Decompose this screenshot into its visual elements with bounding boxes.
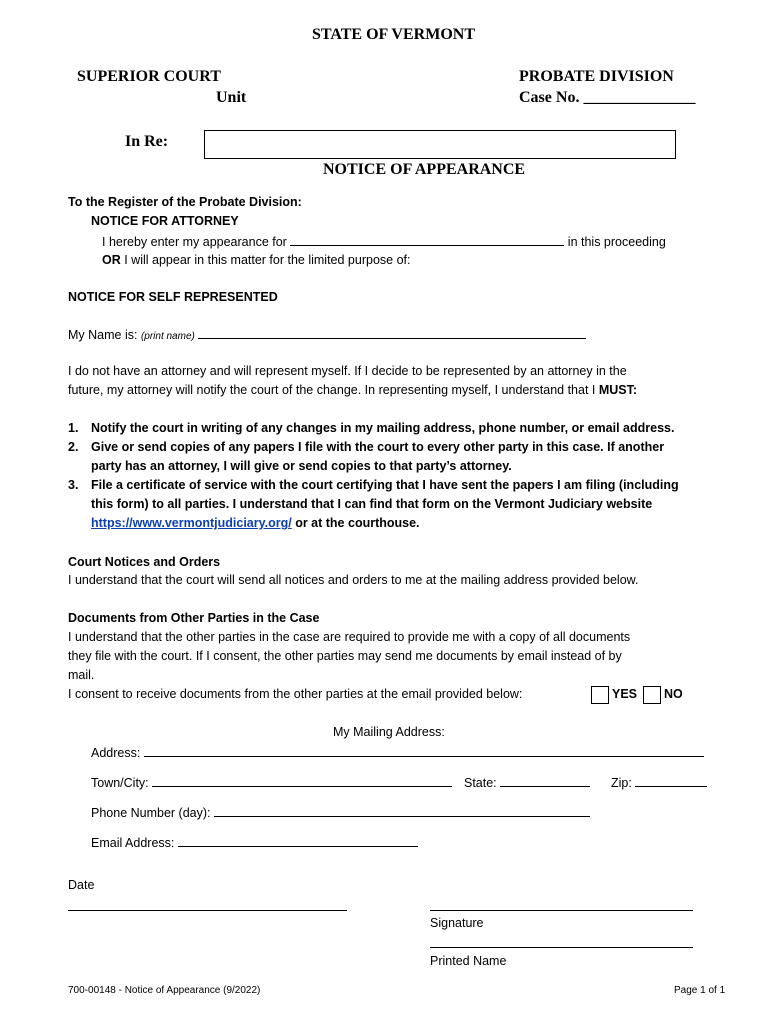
phone-label: Phone Number (day): — [91, 806, 211, 820]
case-number: Case No. ______________ — [519, 89, 696, 106]
court-name: SUPERIOR COURT — [77, 68, 221, 85]
document-title: NOTICE OF APPEARANCE — [323, 161, 526, 178]
list-item-text: party has an attorney, I will give or send copies to that party’s attorney. — [91, 459, 512, 473]
attorney-heading: NOTICE FOR ATTORNEY — [91, 214, 239, 228]
town-field[interactable] — [152, 774, 452, 787]
list-item-text: Notify the court in writing of any changes in my mailing address, phone number, or email address. — [91, 421, 675, 435]
intro-line-1: I do not have an attorney and will represent myself. If I decide to be represented by an attorney in the — [68, 364, 627, 378]
court-notices-text: I understand that the court will send all notices and orders to me at the mailing address provided below. — [68, 573, 639, 587]
town-label: Town/City: — [91, 776, 149, 790]
phone-line — [91, 804, 590, 820]
state-field[interactable] — [500, 774, 590, 787]
name-hint: (print name) — [140, 331, 195, 342]
phone-field[interactable] — [214, 804, 590, 817]
no-checkbox[interactable] — [643, 686, 661, 704]
mailing-heading: My Mailing Address: — [333, 725, 445, 739]
division-name: PROBATE DIVISION — [519, 68, 674, 85]
email-field[interactable] — [178, 834, 418, 847]
address-field[interactable] — [144, 744, 704, 757]
unit-label: Unit — [216, 89, 247, 106]
documents-line-1: I understand that the other parties in the case are required to provide me with a copy of all documents — [68, 630, 631, 644]
zip-label: Zip: — [611, 776, 632, 790]
town-line — [91, 774, 452, 790]
intro-line-2-text: future, my attorney will notify the court of the change. In representing myself, I understand that I — [68, 383, 596, 397]
form-id: 700-00148 - Notice of Appearance (9/2022) — [68, 985, 261, 996]
appearance-party-field[interactable] — [290, 233, 564, 246]
or-label: OR — [102, 253, 121, 267]
printed-name-field[interactable] — [430, 947, 693, 948]
email-label: Email Address: — [91, 836, 175, 850]
signature-field[interactable] — [430, 910, 693, 911]
list-item-number: 1. — [68, 421, 79, 435]
list-item-text: this form) to all parties. I understand that I can find that form on the Vermont Judiciary website — [91, 497, 653, 511]
signature-label: Signature — [430, 916, 484, 930]
court-notices-heading: Court Notices and Orders — [68, 555, 221, 569]
intro-line-2 — [68, 383, 637, 397]
in-re-label: In Re: — [125, 133, 169, 150]
documents-heading: Documents from Other Parties in the Case — [68, 611, 320, 625]
page-number: Page 1 of 1 — [674, 985, 726, 996]
list-item-number: 3. — [68, 478, 79, 492]
address-label: Address: — [91, 746, 141, 760]
name-field[interactable] — [198, 326, 586, 339]
in-re-field[interactable] — [204, 130, 676, 159]
state-line — [464, 774, 590, 790]
documents-line-2: they file with the court. If I consent, the other parties may send me documents by email instead of by — [68, 649, 622, 663]
name-line — [68, 326, 586, 342]
state-title: STATE OF VERMONT — [312, 26, 475, 43]
limited-purpose-line — [102, 253, 410, 267]
list-item-text: Give or send copies of any papers I file with the court to every other party in this case. If another — [91, 440, 665, 454]
yes-checkbox[interactable] — [591, 686, 609, 704]
list-item-text: File a certificate of service with the court certifying that I have sent the papers I am filing (including — [91, 478, 679, 492]
consent-text: I consent to receive documents from the other parties at the email provided below: — [68, 687, 523, 701]
name-label: My Name is: — [68, 328, 138, 342]
self-heading: NOTICE FOR SELF REPRESENTED — [68, 290, 278, 304]
no-label: NO — [664, 687, 683, 701]
register-salutation: To the Register of the Probate Division: — [68, 195, 302, 209]
appearance-suffix: in this proceeding — [567, 235, 666, 249]
yes-label: YES — [612, 687, 638, 701]
date-label: Date — [68, 878, 95, 892]
limited-purpose-text: I will appear in this matter for the limited purpose of: — [124, 253, 411, 267]
date-field[interactable] — [68, 910, 347, 911]
zip-line — [611, 774, 707, 790]
list-item-text — [91, 516, 420, 530]
state-label: State: — [464, 776, 497, 790]
list-item-number: 2. — [68, 440, 79, 454]
printed-name-label: Printed Name — [430, 954, 507, 968]
appearance-prefix: I hereby enter my appearance for — [102, 235, 287, 249]
email-line — [91, 834, 418, 850]
appearance-line — [102, 233, 666, 249]
zip-field[interactable] — [635, 774, 707, 787]
judiciary-website-link[interactable]: https://www.vermontjudiciary.org/ — [91, 516, 292, 530]
must-label: MUST: — [598, 383, 638, 397]
courthouse-text: or at the courthouse. — [295, 516, 420, 530]
documents-line-3: mail. — [68, 668, 95, 682]
address-line — [91, 744, 704, 760]
